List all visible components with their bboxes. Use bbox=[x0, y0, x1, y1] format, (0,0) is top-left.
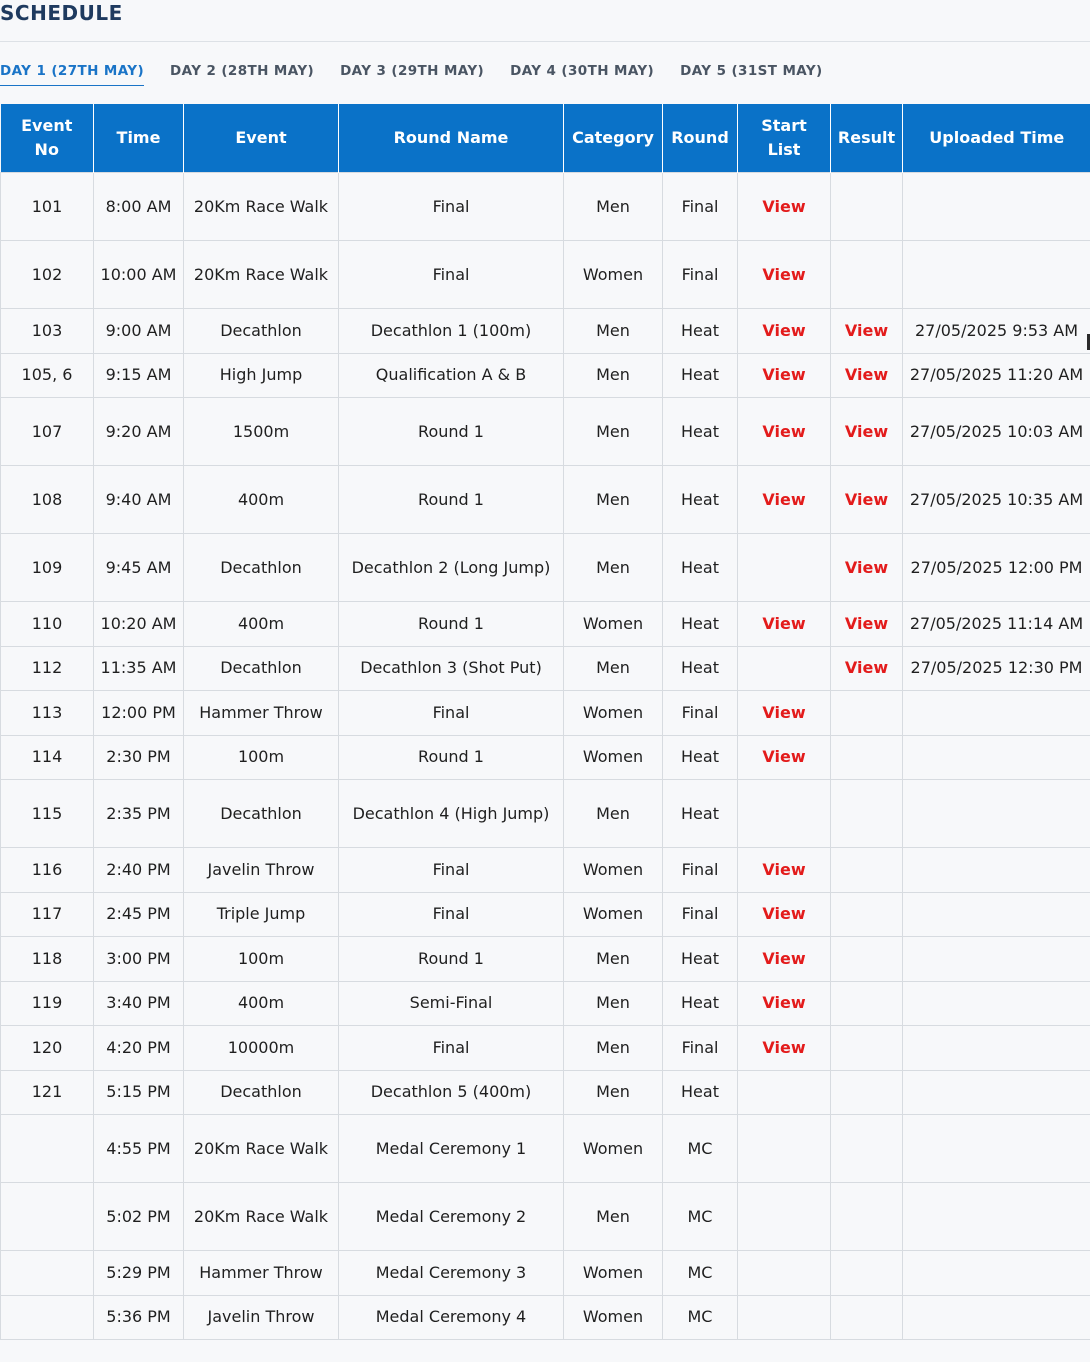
cell-event: 20Km Race Walk bbox=[184, 173, 339, 241]
cell-time: 4:55 PM bbox=[94, 1115, 184, 1183]
cell-event: Hammer Throw bbox=[184, 691, 339, 736]
cell-event: 100m bbox=[184, 735, 339, 780]
cell-round: Final bbox=[663, 691, 738, 736]
cell-event: Decathlon bbox=[184, 309, 339, 354]
schedule-table bbox=[0, 104, 1090, 1340]
table-row bbox=[1, 241, 1090, 309]
header-time: Time bbox=[94, 104, 184, 173]
cell-time: 9:15 AM bbox=[94, 353, 184, 398]
table-row bbox=[1, 534, 1090, 602]
result-cell bbox=[831, 691, 903, 736]
start-list-cell bbox=[738, 1295, 831, 1340]
cell-round: Final bbox=[663, 241, 738, 309]
start-list-cell bbox=[738, 848, 831, 893]
schedule-table-container bbox=[0, 104, 1090, 1340]
cell-category: Women bbox=[564, 691, 663, 736]
table-row bbox=[1, 892, 1090, 937]
cell-round-name: Final bbox=[339, 241, 564, 309]
result-cell bbox=[831, 309, 903, 354]
result-cell bbox=[831, 1115, 903, 1183]
start-list-cell bbox=[738, 735, 831, 780]
cell-event-no: 109 bbox=[1, 534, 94, 602]
start-list-link[interactable]: View bbox=[762, 264, 806, 284]
cell-event: 10000m bbox=[184, 1026, 339, 1071]
cell-time: 10:20 AM bbox=[94, 602, 184, 647]
cell-event: 400m bbox=[184, 602, 339, 647]
cell-round-name: Final bbox=[339, 848, 564, 893]
cell-event-no: 112 bbox=[1, 646, 94, 691]
cell-round: Heat bbox=[663, 780, 738, 848]
cell-round: Heat bbox=[663, 981, 738, 1026]
cell-category: Men bbox=[564, 646, 663, 691]
tab-day-2[interactable]: DAY 2 (28TH MAY) bbox=[170, 63, 315, 79]
cell-uploaded-time bbox=[903, 1026, 1090, 1071]
start-list-cell bbox=[738, 534, 831, 602]
start-list-link[interactable]: View bbox=[762, 747, 806, 767]
cell-uploaded-time: 27/05/2025 9:53 AM bbox=[903, 309, 1090, 354]
table-header-row bbox=[1, 104, 1090, 173]
cell-event: Javelin Throw bbox=[184, 1295, 339, 1340]
start-list-cell bbox=[738, 780, 831, 848]
cell-round-name: Round 1 bbox=[339, 937, 564, 982]
cell-uploaded-time bbox=[903, 1070, 1090, 1115]
cell-time: 12:00 PM bbox=[94, 691, 184, 736]
start-list-link[interactable]: View bbox=[762, 489, 806, 509]
cell-event: Javelin Throw bbox=[184, 848, 339, 893]
start-list-cell bbox=[738, 892, 831, 937]
start-list-link[interactable]: View bbox=[762, 613, 806, 633]
cell-round: Heat bbox=[663, 937, 738, 982]
result-cell bbox=[831, 173, 903, 241]
cell-event: Decathlon bbox=[184, 780, 339, 848]
result-cell bbox=[831, 534, 903, 602]
cell-time: 2:45 PM bbox=[94, 892, 184, 937]
start-list-cell bbox=[738, 691, 831, 736]
table-row bbox=[1, 691, 1090, 736]
table-row bbox=[1, 353, 1090, 398]
cell-uploaded-time bbox=[903, 1183, 1090, 1251]
cell-event-no: 117 bbox=[1, 892, 94, 937]
cell-time: 5:29 PM bbox=[94, 1251, 184, 1296]
cell-round-name: Decathlon 1 (100m) bbox=[339, 309, 564, 354]
cell-round-name: Medal Ceremony 4 bbox=[339, 1295, 564, 1340]
cell-round: MC bbox=[663, 1251, 738, 1296]
cell-event-no: 118 bbox=[1, 937, 94, 982]
table-row bbox=[1, 1183, 1090, 1251]
cell-event: 400m bbox=[184, 466, 339, 534]
start-list-cell bbox=[738, 353, 831, 398]
cell-category: Women bbox=[564, 892, 663, 937]
cell-category: Men bbox=[564, 309, 663, 354]
cell-round-name: Medal Ceremony 3 bbox=[339, 1251, 564, 1296]
cell-category: Men bbox=[564, 981, 663, 1026]
cell-round-name: Round 1 bbox=[339, 466, 564, 534]
table-row bbox=[1, 1070, 1090, 1115]
table-row bbox=[1, 173, 1090, 241]
table-row bbox=[1, 937, 1090, 982]
cell-round: Final bbox=[663, 1026, 738, 1071]
cell-event-no: 102 bbox=[1, 241, 94, 309]
table-row bbox=[1, 309, 1090, 354]
cell-time: 5:15 PM bbox=[94, 1070, 184, 1115]
cell-category: Men bbox=[564, 353, 663, 398]
result-cell bbox=[831, 780, 903, 848]
cell-category: Women bbox=[564, 1115, 663, 1183]
cell-event-no: 114 bbox=[1, 735, 94, 780]
header-uploaded-time: Uploaded Time bbox=[903, 104, 1090, 173]
result-link[interactable]: View bbox=[844, 658, 889, 678]
cell-event-no: 101 bbox=[1, 173, 94, 241]
result-link[interactable]: View bbox=[844, 613, 889, 633]
cell-category: Men bbox=[564, 937, 663, 982]
cell-event-no bbox=[1, 1183, 94, 1251]
cell-time: 8:00 AM bbox=[94, 173, 184, 241]
table-row bbox=[1, 848, 1090, 893]
cell-time: 9:45 AM bbox=[94, 534, 184, 602]
cell-round: Heat bbox=[663, 309, 738, 354]
cell-round: Heat bbox=[663, 1070, 738, 1115]
start-list-cell bbox=[738, 309, 831, 354]
table-row bbox=[1, 1115, 1090, 1183]
cell-time: 9:40 AM bbox=[94, 466, 184, 534]
cell-uploaded-time bbox=[903, 241, 1090, 309]
cell-event-no bbox=[1, 1251, 94, 1296]
page-title: SCHEDULE bbox=[0, 1, 123, 25]
result-link[interactable]: View bbox=[844, 489, 889, 509]
cell-event: 1500m bbox=[184, 398, 339, 466]
tab-day-5[interactable]: DAY 5 (31ST MAY) bbox=[680, 63, 823, 79]
start-list-cell bbox=[738, 1070, 831, 1115]
cell-uploaded-time bbox=[903, 892, 1090, 937]
cell-uploaded-time bbox=[903, 1251, 1090, 1296]
cell-category: Men bbox=[564, 780, 663, 848]
cell-round-name: Round 1 bbox=[339, 602, 564, 647]
header-round: Round bbox=[663, 104, 738, 173]
cell-category: Men bbox=[564, 1070, 663, 1115]
header-start-list: Start List bbox=[738, 104, 831, 173]
start-list-cell bbox=[738, 398, 831, 466]
start-list-link[interactable]: View bbox=[762, 365, 806, 385]
start-list-cell bbox=[738, 1251, 831, 1296]
start-list-link[interactable]: View bbox=[762, 1037, 806, 1057]
cell-uploaded-time bbox=[903, 937, 1090, 982]
cell-uploaded-time bbox=[903, 691, 1090, 736]
cell-uploaded-time: 27/05/2025 10:35 AM bbox=[903, 466, 1090, 534]
cell-round: Heat bbox=[663, 602, 738, 647]
start-list-link[interactable]: View bbox=[762, 196, 806, 216]
start-list-cell bbox=[738, 1026, 831, 1071]
cell-uploaded-time bbox=[903, 173, 1090, 241]
cell-category: Men bbox=[564, 398, 663, 466]
result-cell bbox=[831, 1295, 903, 1340]
cell-uploaded-time bbox=[903, 848, 1090, 893]
cell-event-no: 119 bbox=[1, 981, 94, 1026]
cell-round-name: Medal Ceremony 1 bbox=[339, 1115, 564, 1183]
cell-round: Heat bbox=[663, 353, 738, 398]
tab-day-3[interactable]: DAY 3 (29TH MAY) bbox=[340, 63, 485, 79]
start-list-link[interactable]: View bbox=[762, 859, 806, 879]
cell-uploaded-time bbox=[903, 1115, 1090, 1183]
cell-uploaded-time bbox=[903, 780, 1090, 848]
cell-round: Heat bbox=[663, 534, 738, 602]
cell-uploaded-time: 27/05/2025 12:00 PM bbox=[903, 534, 1090, 602]
cell-uploaded-time bbox=[903, 1295, 1090, 1340]
cell-event-no: 120 bbox=[1, 1026, 94, 1071]
cell-event-no: 121 bbox=[1, 1070, 94, 1115]
cell-event: Decathlon bbox=[184, 1070, 339, 1115]
cell-event-no: 113 bbox=[1, 691, 94, 736]
cell-round: MC bbox=[663, 1115, 738, 1183]
start-list-cell bbox=[738, 981, 831, 1026]
cell-category: Women bbox=[564, 735, 663, 780]
cell-round-name: Medal Ceremony 2 bbox=[339, 1183, 564, 1251]
cell-round: Heat bbox=[663, 398, 738, 466]
cell-round: Final bbox=[663, 173, 738, 241]
cell-uploaded-time bbox=[903, 981, 1090, 1026]
cell-event-no: 116 bbox=[1, 848, 94, 893]
cell-event-no bbox=[1, 1295, 94, 1340]
result-cell bbox=[831, 646, 903, 691]
cell-uploaded-time: 27/05/2025 11:14 AM bbox=[903, 602, 1090, 647]
cell-round-name: Round 1 bbox=[339, 735, 564, 780]
start-list-cell bbox=[738, 1115, 831, 1183]
cell-event: Decathlon bbox=[184, 534, 339, 602]
cell-time: 10:00 AM bbox=[94, 241, 184, 309]
header-event: Event bbox=[184, 104, 339, 173]
start-list-cell bbox=[738, 466, 831, 534]
start-list-cell bbox=[738, 937, 831, 982]
table-row bbox=[1, 1251, 1090, 1296]
start-list-link[interactable]: View bbox=[762, 904, 806, 924]
cell-round-name: Final bbox=[339, 691, 564, 736]
result-link[interactable]: View bbox=[844, 320, 889, 340]
start-list-link[interactable]: View bbox=[762, 421, 806, 441]
cell-uploaded-time bbox=[903, 735, 1090, 780]
cell-category: Women bbox=[564, 1251, 663, 1296]
cell-round-name: Decathlon 5 (400m) bbox=[339, 1070, 564, 1115]
cell-round-name: Final bbox=[339, 892, 564, 937]
cell-category: Women bbox=[564, 241, 663, 309]
cell-uploaded-time: 27/05/2025 11:20 AM bbox=[903, 353, 1090, 398]
cell-time: 4:20 PM bbox=[94, 1026, 184, 1071]
result-link[interactable]: View bbox=[844, 365, 889, 385]
schedule-table-body bbox=[1, 173, 1090, 1340]
cell-event-no bbox=[1, 1115, 94, 1183]
cell-time: 9:20 AM bbox=[94, 398, 184, 466]
cell-time: 11:35 AM bbox=[94, 646, 184, 691]
result-cell bbox=[831, 1026, 903, 1071]
result-cell bbox=[831, 892, 903, 937]
cell-event: 100m bbox=[184, 937, 339, 982]
cell-event: 20Km Race Walk bbox=[184, 241, 339, 309]
cell-event: 20Km Race Walk bbox=[184, 1115, 339, 1183]
cell-event: Triple Jump bbox=[184, 892, 339, 937]
result-cell bbox=[831, 398, 903, 466]
cell-round: MC bbox=[663, 1183, 738, 1251]
day-tabs bbox=[0, 60, 849, 86]
cell-event: Hammer Throw bbox=[184, 1251, 339, 1296]
result-cell bbox=[831, 735, 903, 780]
tab-day-4[interactable]: DAY 4 (30TH MAY) bbox=[510, 63, 655, 79]
start-list-link[interactable]: View bbox=[762, 702, 806, 722]
result-cell bbox=[831, 602, 903, 647]
cell-category: Men bbox=[564, 466, 663, 534]
cell-round-name: Semi-Final bbox=[339, 981, 564, 1026]
result-cell bbox=[831, 848, 903, 893]
cell-event-no: 107 bbox=[1, 398, 94, 466]
cell-round: Final bbox=[663, 848, 738, 893]
cell-event: 400m bbox=[184, 981, 339, 1026]
header-result: Result bbox=[831, 104, 903, 173]
cell-round-name: Round 1 bbox=[339, 398, 564, 466]
header-round-name: Round Name bbox=[339, 104, 564, 173]
cell-time: 9:00 AM bbox=[94, 309, 184, 354]
start-list-cell bbox=[738, 602, 831, 647]
cell-round: Final bbox=[663, 892, 738, 937]
cell-round: MC bbox=[663, 1295, 738, 1340]
cell-event-no: 110 bbox=[1, 602, 94, 647]
cell-category: Men bbox=[564, 1026, 663, 1071]
cell-category: Women bbox=[564, 848, 663, 893]
cell-round: Heat bbox=[663, 646, 738, 691]
cell-round-name: Decathlon 3 (Shot Put) bbox=[339, 646, 564, 691]
start-list-link[interactable]: View bbox=[762, 320, 806, 340]
cell-time: 3:00 PM bbox=[94, 937, 184, 982]
table-row bbox=[1, 466, 1090, 534]
cell-time: 5:36 PM bbox=[94, 1295, 184, 1340]
start-list-link[interactable]: View bbox=[762, 948, 806, 968]
cell-round-name: Decathlon 2 (Long Jump) bbox=[339, 534, 564, 602]
start-list-cell bbox=[738, 173, 831, 241]
cell-category: Women bbox=[564, 602, 663, 647]
cell-event-no: 108 bbox=[1, 466, 94, 534]
start-list-cell bbox=[738, 241, 831, 309]
start-list-cell bbox=[738, 646, 831, 691]
result-link[interactable]: View bbox=[844, 421, 889, 441]
title-divider bbox=[0, 41, 1090, 42]
cell-time: 2:30 PM bbox=[94, 735, 184, 780]
cell-category: Women bbox=[564, 1295, 663, 1340]
table-row bbox=[1, 1026, 1090, 1071]
table-row bbox=[1, 398, 1090, 466]
result-cell bbox=[831, 981, 903, 1026]
table-row bbox=[1, 780, 1090, 848]
result-cell bbox=[831, 1183, 903, 1251]
result-cell bbox=[831, 1070, 903, 1115]
cell-round: Heat bbox=[663, 466, 738, 534]
tab-day-1[interactable]: DAY 1 (27TH MAY) bbox=[0, 60, 144, 86]
cell-event-no: 115 bbox=[1, 780, 94, 848]
cell-round-name: Decathlon 4 (High Jump) bbox=[339, 780, 564, 848]
cell-uploaded-time: 27/05/2025 10:03 AM bbox=[903, 398, 1090, 466]
cell-event: 20Km Race Walk bbox=[184, 1183, 339, 1251]
cell-event-no: 105, 6 bbox=[1, 353, 94, 398]
table-row bbox=[1, 602, 1090, 647]
table-row bbox=[1, 646, 1090, 691]
cell-uploaded-time: 27/05/2025 12:30 PM bbox=[903, 646, 1090, 691]
cell-category: Men bbox=[564, 1183, 663, 1251]
result-cell bbox=[831, 353, 903, 398]
table-row bbox=[1, 1295, 1090, 1340]
cell-category: Men bbox=[564, 534, 663, 602]
cell-round-name: Qualification A & B bbox=[339, 353, 564, 398]
cell-time: 3:40 PM bbox=[94, 981, 184, 1026]
cell-time: 2:40 PM bbox=[94, 848, 184, 893]
table-row bbox=[1, 735, 1090, 780]
cell-event: Decathlon bbox=[184, 646, 339, 691]
cell-event-no: 103 bbox=[1, 309, 94, 354]
result-cell bbox=[831, 1251, 903, 1296]
cell-round: Heat bbox=[663, 735, 738, 780]
result-link[interactable]: View bbox=[844, 557, 889, 577]
start-list-link[interactable]: View bbox=[762, 993, 806, 1013]
cell-category: Men bbox=[564, 173, 663, 241]
table-row bbox=[1, 981, 1090, 1026]
cell-event: High Jump bbox=[184, 353, 339, 398]
header-category: Category bbox=[564, 104, 663, 173]
cell-round-name: Final bbox=[339, 173, 564, 241]
cell-time: 5:02 PM bbox=[94, 1183, 184, 1251]
cell-time: 2:35 PM bbox=[94, 780, 184, 848]
result-cell bbox=[831, 937, 903, 982]
cell-round-name: Final bbox=[339, 1026, 564, 1071]
result-cell bbox=[831, 241, 903, 309]
result-cell bbox=[831, 466, 903, 534]
start-list-cell bbox=[738, 1183, 831, 1251]
header-event-no: Event No bbox=[1, 104, 94, 173]
